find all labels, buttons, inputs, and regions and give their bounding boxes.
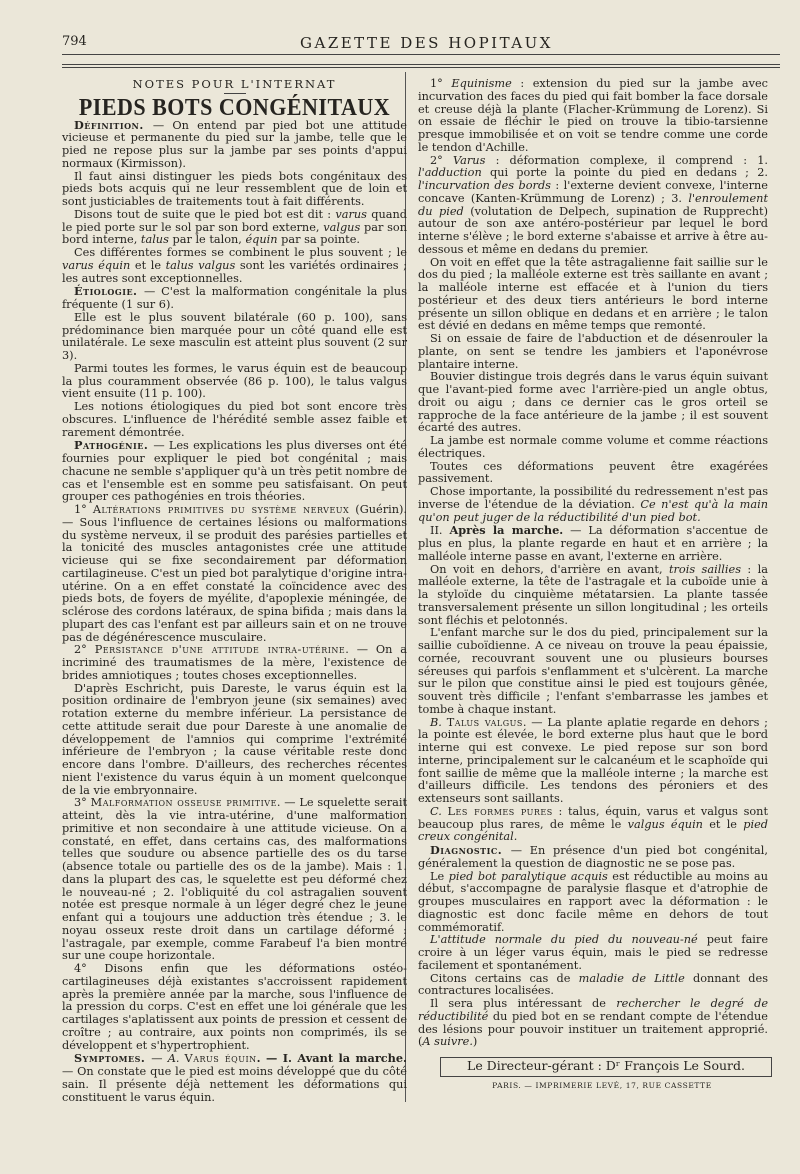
term-equin: équin — [245, 233, 278, 247]
paragraph-text: Citons certains cas de — [430, 971, 579, 985]
term-pied-bot-paralytique: pied bot paralytique acquis — [448, 869, 608, 883]
item-heading: Equinisme — [451, 77, 512, 90]
paragraph-text: par le talon, — [168, 233, 246, 247]
header-rule-double — [62, 64, 780, 65]
paragraph — [418, 998, 768, 1049]
paragraph — [418, 524, 768, 563]
director-credit: Le Directeur-gérant : Dʳ François Le Sourd. — [467, 1058, 745, 1073]
item-number: II. — [430, 524, 450, 538]
paragraph — [62, 209, 407, 247]
term-valgus: valgus — [323, 220, 361, 234]
paragraph: Parmi toutes les formes, le varus équin est de beaucoup la plus couramment observée (86 p. 100), le talus valgus vient ensuite (11 p. 100). — [62, 361, 407, 401]
paragraph — [62, 797, 407, 963]
paragraph — [418, 155, 768, 257]
paragraph-text: : l'externe devient convexe, l'interne concave (Kanten-Krümmung de Lorenz) ; 3. — [418, 179, 768, 205]
paragraph-text: (Guérin). — Sous l'influence de certaines lésions ou malformations du système nerveux, il se produit des parésies partielles et la tonicité des muscles antagonistes crée une attitude vicieuse qui se fixe secondairement par déformation cartilagineuse. C'est un pied bot paralytique d'origine intra-utérine. On a en effet constaté la coïncidence avec des pieds bots, de foyers de myélite, d'apoplexie méningée, de sclérose des cordons latéraux, de spina bifida ; mais dans la plupart des cas l'enfant est par ailleurs sain et on ne trouve pas de dégénérescence musculaire. — [62, 503, 407, 644]
paragraph: Elle est le plus souvent bilatérale (60 p. 100), sans prédominance bien marquée pour un côté quand elle est unilatérale. Le sexe masculin est atteint plus souvent (2 sur 3). — [62, 310, 407, 362]
paragraph-text: . — La plante aplatie regarde en dehors ; la pointe est élevée, le bord externe plus haut que le bord interne qui est convexe. Le pied repose sur son bord interne, principalement sur le calcanéum et le scaphoïde qui font saillie de même que la malléole interne ; la marche est d'ailleurs difficile. Les tendons des péroniers et des extenseurs sont saillants. — [418, 715, 768, 805]
paragraph — [62, 504, 407, 644]
term-pied-creux: pied creux congénital. — [418, 817, 768, 844]
a-suivre-note: A suivre. — [422, 1035, 473, 1049]
paragraph: Il faut ainsi distinguer les pieds bots congénitaux des pieds bots acquis qui ne leur ressemblent que de loin et sont justiciables de traitements tout à fait différents. — [62, 169, 407, 208]
paragraph: On voit en effet que la tête astragalienne fait saillie sur le dos du pied ; la malléole externe est très saillante en avant ; la malléole interne est effacée et à l'union du tiers postérieur et des deux tiers antérieurs le bord interne présente un sillon oblique en dedans et en arrière ; le talon est dévié en dedans en même temps que remonté. — [418, 255, 768, 333]
publisher-box — [440, 1057, 772, 1077]
paragraph — [62, 247, 407, 285]
term-talus: talus — [140, 233, 169, 247]
item-heading: Talus valgus — [446, 715, 523, 729]
term-valgus-equin: valgus équin — [627, 817, 703, 831]
subheading-pathogenie: Pathogénie. — [74, 438, 154, 453]
paragraph-text: et le — [130, 258, 166, 272]
article-title: PIEDS BOTS CONGÉNITAUX — [78, 92, 391, 121]
paragraph-text: — — [151, 1052, 168, 1066]
paragraph-text: Ces différentes formes se combinent le plus souvent ; le — [74, 246, 407, 259]
paragraph-text: donnant des contractures localisées. — [418, 971, 769, 998]
paragraph-text: — C'est la malformation congénitale la plus fréquente (1 sur 6). — [62, 285, 407, 311]
paragraph — [62, 644, 407, 682]
paragraph-text: Chose importante, la possibilité du redressement n'est pas inverse de l'étendue de la déviation. — [418, 485, 768, 511]
paragraph: Si on essaie de faire de l'abduction et de désenrouler la plante, on sent se tendre les jambiers et l'aponévrose plantaire interne. — [418, 332, 768, 371]
paragraph — [62, 119, 407, 171]
paragraph-text: : talus, équin, varus et valgus sont beaucoup plus rares, de même le — [418, 804, 768, 831]
term-varus-equin: varus équin — [62, 258, 131, 272]
term-maladie-de-little: maladie de Little — [578, 971, 685, 985]
paragraph: Toutes ces déformations peuvent être exagérées passivement. — [418, 459, 768, 486]
item-heading: Les formes pures — [447, 804, 553, 818]
paragraph-text: est réductible au moins au début, s'accompagne de paralysie flasque et d'atrophie de groupes musculaires en rapport avec la déformation : le diagnostic est donc facile même en dehors de tout commémoratif. — [418, 869, 768, 934]
paragraph-text: . — Le squelette serait atteint, dès la vie intra-utérine, d'une malformation primitive et non secondaire à une attitude vicieuse. On a constaté, en effet, dans certains cas, des malformations telles que soudure ou absence partielle des os du tarse (absence totale ou partielle des os de la jambe). Mais : 1. dans la plupart des cas, le squelette est peu déformé chez le nouveau-né ; 2. l'obliquité du col astragalien souvent notée est presque normale à un léger degré chez le jeune enfant qui a toujours une adduction très étendue ; 3. le noyau osseux reste droit dans un cartilage déformé : l'astragale, par exemple, comme Farabeuf l'a bien montré sur une coupe horizontale. — [62, 796, 407, 963]
item-heading: Malformation osseuse primitive — [90, 796, 277, 810]
paragraph-text: (volutation de Delpech, supination de Rupprecht) autour de son axe antéro-postérieur par lequel le bord interne s'élève ; le bord externe s'abaisse et arrive à être au-dessous et même en dedans du premier. — [418, 204, 768, 256]
item-heading: Après la marche. — [449, 523, 564, 538]
term-enroulement: l'enroulement du pied — [418, 191, 768, 218]
newspaper-title: GAZETTE DES HOPITAUX — [300, 34, 553, 52]
paragraph: Bouvier distingue trois degrés dans le varus équin suivant que l'avant-pied forme avec l'arrière-pied un angle obtus, droit ou aigu ; dans ce dernier cas le gros orteil se rapproche de la face antérieure de la jambe ; il est souvent écarté des autres. — [418, 370, 768, 435]
subheading-definition: Définition. — [74, 117, 153, 132]
paragraph-text: ) — [472, 1035, 478, 1049]
paragraph-text: — Les explications les plus diverses ont été fournies pour expliquer le pied bot congénital ; mais chacune ne semble s'appliquer qu'à un très petit nombre de cas et l'ensemble est en somme peu satisfaisant. On peut grouper ces pathogénies en trois théories. — [62, 439, 407, 504]
paragraph — [418, 717, 768, 806]
paragraph-text: par sa pointe. — [277, 233, 360, 247]
paragraph — [418, 78, 768, 155]
paragraph-text: par son bord interne, — [62, 220, 407, 247]
paragraph: 4° Disons enfin que les déformations ostéo-cartilagineuses déjà existantes s'accroissent rapidement après la première année par la marche, sous l'influence de la pression du corps. C'est en effet une loi générale que les cartilages s'aplatissent aux points de pression et cessent de croître ; au contraire, aux points non comprimés, ils se développent et s'hypertrophient. — [62, 962, 407, 1052]
item-number: 2° — [74, 643, 95, 657]
printer-imprint: PARIS. — IMPRIMERIE LEVÉ, 17, RUE CASSETTE — [492, 1080, 712, 1090]
italic-text: Ce n'est qu'à la main qu'on peut juger de la réductibilité d'un pied bot. — [418, 497, 768, 524]
paragraph-text: sont les variétés ordinaires ; les autres sont exceptionnelles. — [62, 258, 407, 285]
term-talus-valgus: talus valgus — [165, 258, 236, 272]
paragraph: Les notions étiologiques du pied bot sont encore très obscures. L'influence de l'hérédité semble assez faible et rarement démontrée. — [62, 400, 407, 439]
paragraph — [418, 844, 768, 871]
paragraph-text: — La déformation s'accentue de plus en plus, la plante regarde en haut et en arrière ; la malléole interne passe en avant, l'externe en arrière. — [418, 524, 769, 563]
paragraph: La jambe est normale comme volume et comme réactions électriques. — [418, 434, 768, 460]
paragraph-text: — On constate que le pied est moins développé que du côté sain. Il présente déjà nettement les déformations qui constituent le varus équin. — [62, 1065, 407, 1104]
item-heading: Varus — [453, 153, 486, 167]
paragraph — [418, 973, 768, 999]
paragraph-text: On voit en dehors, d'arrière en avant, — [430, 562, 669, 576]
item-number: 2° — [430, 153, 454, 167]
paragraph-text: : extension du pied sur la jambe avec incurvation des faces du pied qui fait bomber la face dorsale et creuse déjà la plante (Flacher-Krümmung de Lorenz). Si on essaie de fléchir le pied on trouve la tibio-tarsienne presque immobilisée et on voit se tendre comme une corde le tendon d'Achille. — [418, 77, 768, 154]
term-adduction: l'adduction — [418, 166, 482, 180]
header-rule-double-2 — [62, 67, 780, 68]
header-rule — [62, 54, 780, 55]
paragraph — [418, 871, 768, 935]
paragraph — [418, 486, 768, 524]
item-letter: B. — [430, 715, 447, 729]
paragraph-text: — On entend par pied bot une attitude vicieuse et permanente du pied sur la jambe, telle que le pied ne repose plus sur la jambe par ses points d'appui normaux (Kirmisson). — [62, 118, 407, 170]
paragraph: L'enfant marche sur le dos du pied, principalement sur la saillie cuboïdienne. A ce niveau on trouve la peau épaissie, cornée, recouvrant souvent une ou plusieurs bourses séreuses qui parfois s'enflamment et s'ulcèrent. La marche sur le pilon que constitue ainsi le pied est toujours gênée, souvent très difficile ; l'enfant s'embarrasse les jambes et tombe à chaque instant. — [418, 626, 768, 716]
paragraph-text: Le — [430, 869, 449, 883]
item-heading: Altérations primitives du système nerveux — [92, 503, 350, 516]
article-column-left — [62, 78, 407, 1104]
paragraph — [62, 439, 407, 504]
paragraph: D'après Eschricht, puis Dareste, le varus équin est la position ordinaire de l'embryon jeune (six semaines) avec rotation externe du membre inférieur. La persistance de cette attitude serait due pour Dareste à une anomalie de développement de l'amnios qui comprime l'extrémité inférieure de l'embryon ; la cause véritable reste donc encore dans l'ombre. D'ailleurs, des recherches récentes nient l'existence du varus équin à un moment quelconque de la vie embryonnaire. — [62, 681, 407, 797]
section-heading: NOTES POUR L'INTERNAT — [132, 77, 337, 91]
term-trois-saillies: trois saillies — [668, 562, 742, 576]
paragraph-text: : déformation complexe, il comprend : 1. — [485, 153, 768, 167]
paragraph-text: qui porte la pointe du pied en dedans ; 2. — [481, 166, 768, 180]
item-letter: A. — [167, 1052, 185, 1066]
term-varus: varus — [335, 207, 367, 221]
item-number: 1° — [430, 77, 452, 90]
term-attitude-normale: L'attitude normale du pied du nouveau-né — [430, 933, 698, 947]
term-incurvation: l'incurvation des bords — [418, 179, 551, 192]
paragraph — [62, 1052, 407, 1104]
paragraph-text: et le — [702, 817, 744, 831]
paragraph-text: — En présence d'un pied bot congénital, généralement la question de diagnostic ne se pose pas. — [418, 844, 768, 870]
paragraph-text: . — On a incriminé des traumatismes de la mère, l'existence de brides amniotiques ; toutes choses exceptionnelles. — [62, 643, 407, 682]
subheading-symptomes: Symptomes. — [74, 1051, 152, 1066]
paragraph — [418, 934, 768, 972]
paragraph-text: : la malléole externe, la tête de l'astragale et la cuboïde unie à la styloïde du cinquième métatarsien. La plante tassée transversalement présente un sillon longitudinal ; les orteils sont fléchis et pelotonnés. — [418, 562, 768, 627]
article-column-right — [418, 78, 768, 1093]
term-rechercher: rechercher le degré de réductibilité — [418, 997, 769, 1023]
paragraph-text: peut faire croire à un léger varus équin, mais le pied se redresse facilement et spontanément. — [418, 933, 769, 972]
item-number: 3° — [74, 796, 91, 810]
page-number: 794 — [62, 34, 87, 49]
paragraph — [418, 806, 768, 844]
item-heading: Persistance d'une attitude intra-utérine — [94, 643, 346, 657]
item-number: 1° — [74, 503, 93, 516]
paragraph-text: du pied bot en se rendant compte de l'étendue des lésions pour pouvoir instituer un traitement approprié. ( — [418, 1009, 768, 1049]
item-letter: C. — [430, 804, 448, 818]
paragraph — [418, 564, 768, 628]
paragraph — [62, 285, 407, 312]
paragraph-text: Il sera plus intéressant de — [430, 997, 617, 1010]
paragraph-text: Disons tout de suite que le pied bot est dit : — [74, 207, 336, 221]
subheading-etiologie: Étiologie. — [74, 284, 145, 299]
subheading-diagnostic: Diagnostic. — [430, 843, 511, 857]
paragraph-text: quand le pied porte sur le sol par son bord externe, — [62, 207, 407, 234]
item-heading: Varus équin — [184, 1052, 257, 1066]
bold-text: . — I. Avant la marche. — [256, 1051, 407, 1066]
